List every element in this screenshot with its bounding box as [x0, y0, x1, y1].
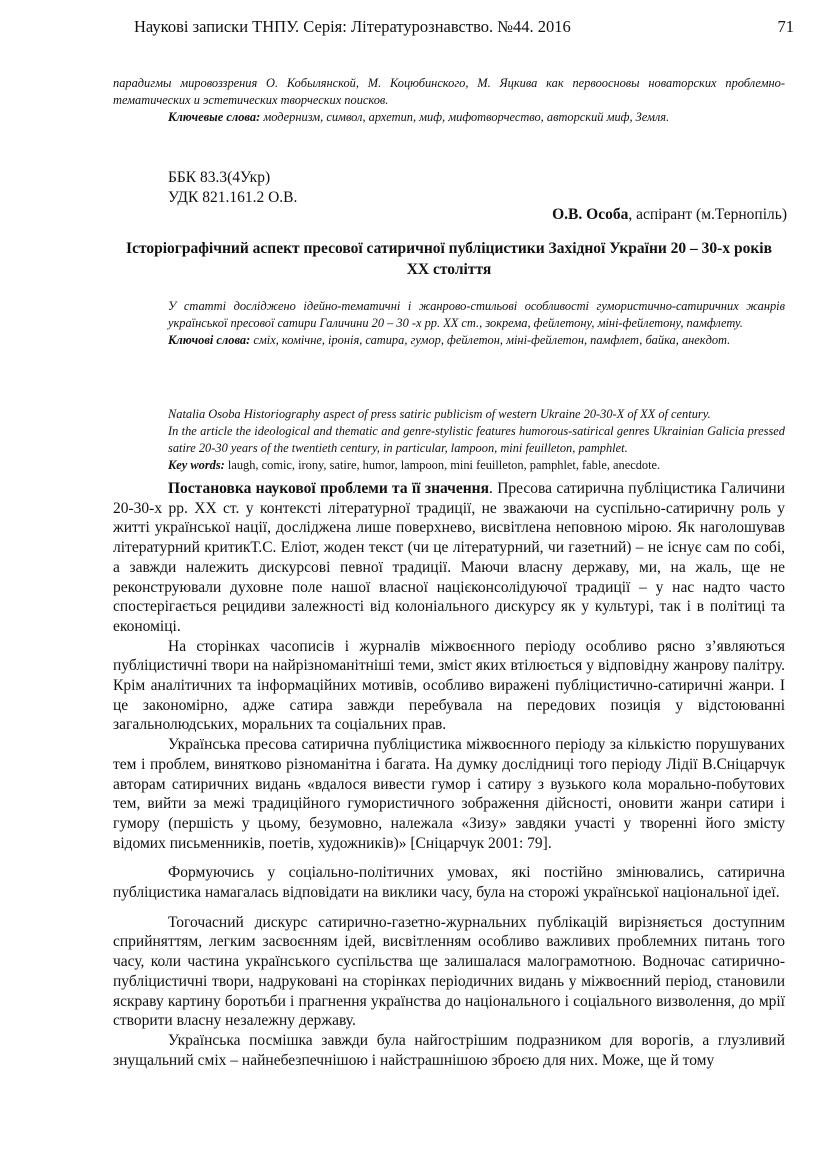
article-title: Історіографічний аспект пресової сатиричної публіцистики Західної України 20 – 30-х років ХХ століття: [126, 240, 772, 278]
abstract-uk-text: У статті досліджено ідейно-тематичні і жанрово-стильові особливості гумористично-сатиричних жанрів української пресової сатири Галичини 20 – 30 -х рр. ХХ ст., зокрема, фейлетону, міні-фейлетону, памфлету.: [168, 299, 785, 330]
author-name: О.В. Особа: [552, 206, 629, 223]
body-paragraph-1: [113, 479, 785, 637]
body-paragraph-5: Тогочасний дискурс сатирично-газетно-журнальних публікацій вирізняється доступним сприйняттям, легким засвоєнням ідей, висвітленням особливо важливих проблемних питань того часу, коли частина українського суспільства ще залишалася малограмотною. Водночас сатирично-публіцистичні твори, надруковані на сторінках періодичних видань у міжвоєнний період, становили яскраву картину боротьби і прагнення українства до національного і соціального визволення, до мрії створити власну незалежну державу.: [113, 913, 785, 1030]
page-number: 71: [777, 17, 794, 36]
previous-abstract-tail: [113, 75, 785, 126]
previous-keywords-label: Ключевые слова:: [168, 110, 261, 124]
abstract-en-title: Natalia Osoba Historiography aspect of press satiric publicism of western Ukraine 20-30-X of XX of century.: [168, 407, 711, 421]
abstract-uk-keywords-list: сміх, комічне, іронія, сатира, гумор, фейлетон, міні-фейлетон, памфлет, байка, анекдот.: [250, 333, 731, 347]
abstract-en-keywords-list: laugh, comic, irony, satire, humor, lampoon, mini feuilleton, pamphlet, fable, anecdote.: [224, 458, 661, 472]
body-paragraph-3: Українська пресова сатирична публіцистика міжвоєнного періоду за кількістю порушуваних тем і проблем, винятково різноманітна і багата. На думку дослідниці того періоду Лідії В.Сніцарчук авторам сатиричних видань «вдалося вивести гумор і сатиру з вузького кола морально-побутових тем, вийти за межі традиційного гумористичного зображення дійсності, оновити жанри сатири і гумору (першість у цьому, безумовно, належала «Зизу» завдяки участі у творенні його змісту відомих письменників, поетів, художників)» [Сніцарчук 2001: 79].: [113, 736, 785, 852]
abstract-uk-keywords-label: Ключові слова:: [168, 333, 251, 347]
author-line: [552, 205, 787, 225]
udk-code: УДК 821.161.2 О.В.: [168, 189, 298, 206]
article-body: [113, 479, 785, 1070]
previous-keywords-list: модернизм, символ, архетип, миф, мифотворчество, авторский миф, Земля.: [260, 110, 670, 124]
author-affiliation: , аспірант (м.Тернопіль): [628, 206, 787, 223]
running-head: [134, 16, 794, 38]
body-paragraph-6: Українська посмішка завжди була найгострішим подразником для ворогів, а глузливий знущальний сміх – найнебезпечнішою і найстрашнішою зброєю для них. Може, ще й тому: [113, 1031, 785, 1069]
abstract-en-text: In the article the ideological and thematic and genre-stylistic features humorous-satirical genres Ukrainian Galicia pressed satire 20-30 years of the twentieth century, in particular, lampoon, mini feuilleton, pamphlet.: [168, 424, 785, 455]
classification-codes: [168, 168, 297, 208]
previous-abstract-text: парадигмы мировоззрения О. Кобылянской, М. Коцюбинского, М. Яцкива как первоосновы новаторских проблемно-тематических и эстетических творческих поисков.: [113, 76, 785, 107]
previous-keywords: [113, 109, 785, 126]
abstract-uk-keywords: [113, 332, 785, 349]
section-heading-inline: Постановка наукової проблеми та її значення: [168, 480, 490, 497]
journal-title: Наукові записки ТНПУ. Серія: Літературознавство. №44. 2016: [134, 17, 571, 36]
body-paragraph-2: На сторінках часописів і журналів міжвоєнного періоду особливо рясно з’являються публіцистичні твори на найрізноманітніші теми, зміст яких втілюється у відповідну жанрову палітру. Крім аналітичних та інформаційних мотивів, особливо виражені публіцистично-сатиричні жанри. І це закономірно, адже сатира завжди перебувала на передових позиція у відстоюванні загальнолюдських, моральних та соціальних прав.: [113, 637, 785, 734]
abstract-ukrainian: [113, 298, 785, 349]
body-paragraph-4: Формуючись у соціально-політичних умовах, які постійно змінювались, сатирична публіцистика намагалась відповідати на виклики часу, була на сторожі української національної ідеї.: [113, 864, 785, 902]
bbk-code: ББК 83.3(4Укр): [168, 169, 271, 186]
abstract-en-keywords-label: Key words:: [168, 458, 225, 472]
abstract-en-keywords: [113, 457, 785, 474]
abstract-english: [113, 406, 785, 474]
body-paragraph-1-text: . Пресова сатирична публіцистика Галичини 20-30-х рр. ХХ ст. у контексті літературної традиції, не зважаючи на суспільно-сатиричну роль у житті української нації, досліджена лише поверхнево, висвітлена неповною мірою. Як наголошував літературний критикТ.С. Еліот, жоден текст (чи це літературний, чи газетний) – не існує сам по собі, а завжди належить дискурсові певної традиції. Маючи власну державу, ми, на жаль, ще не реконструювали духовне поле нашої власної націєконсолідуючої традиції – у нас надто часто спостерігається рецидиви залежності від колоніального дискурсу як у культурі, так і в політиці та економіці.: [113, 480, 785, 635]
